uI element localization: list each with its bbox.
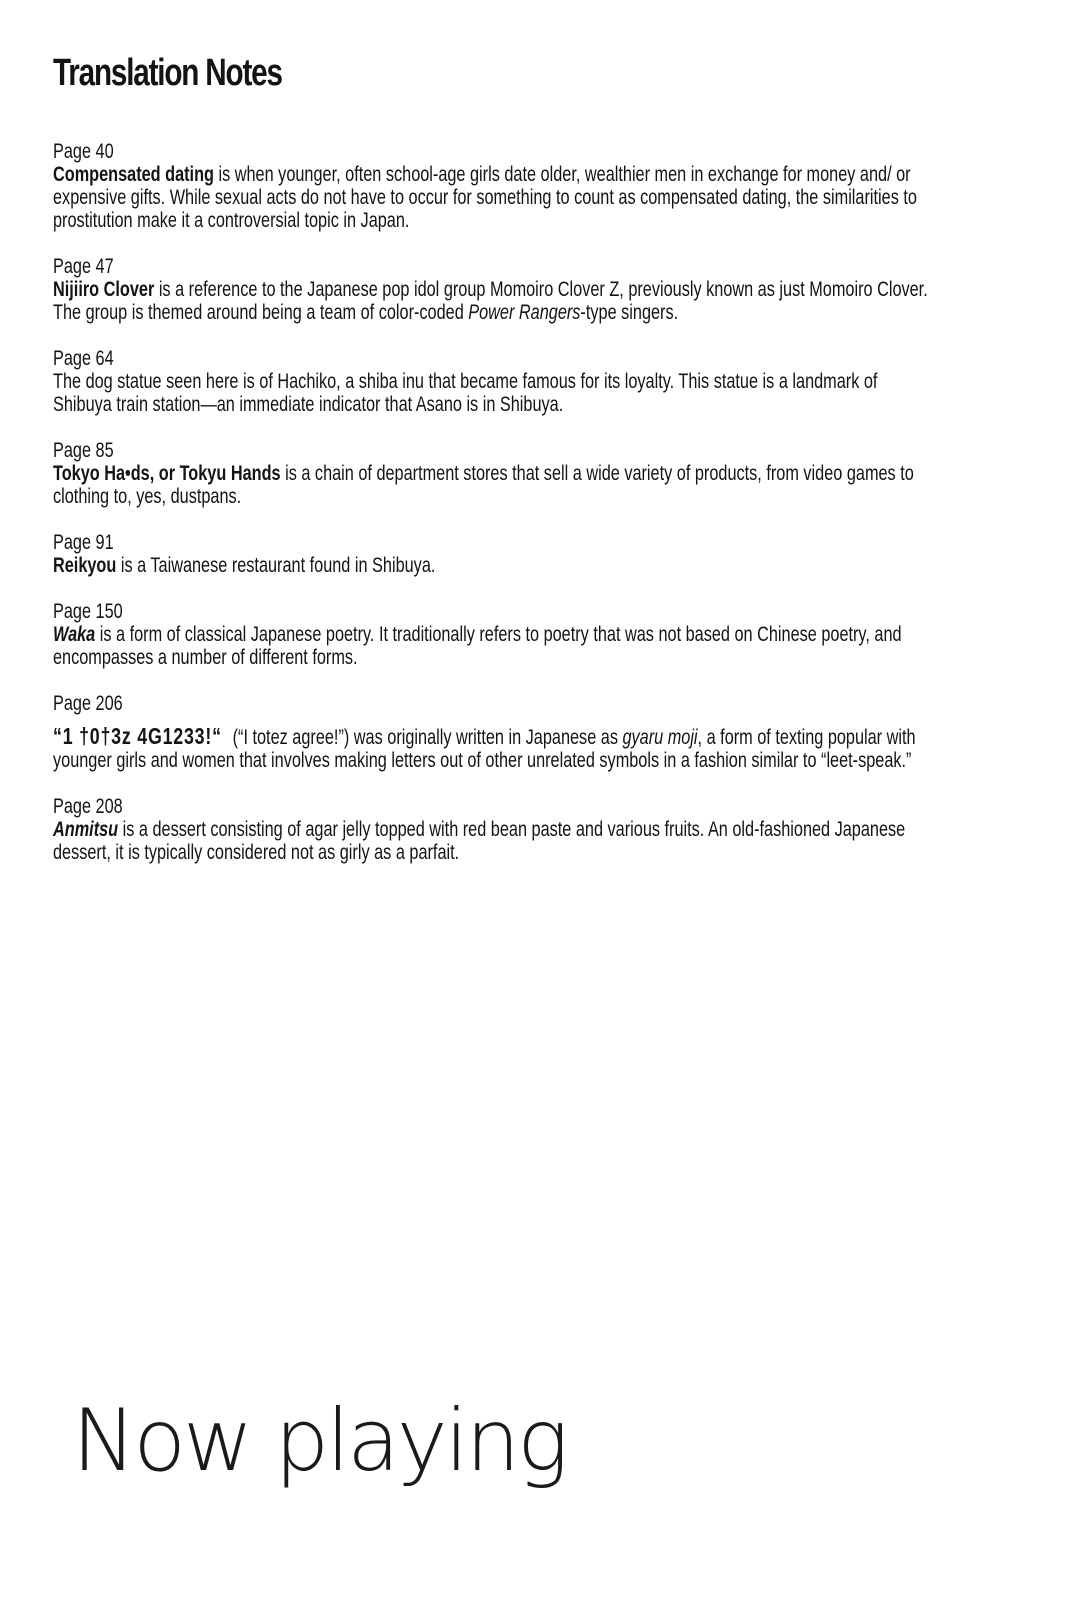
note-text: is a reference to the Japanese pop idol group Momoiro Clover Z, previously known as just Momoiro Clover. The group is themed around being a team of color-coded	[53, 278, 928, 324]
note-page-85	[53, 439, 929, 508]
note-body	[53, 370, 929, 416]
note-body	[53, 554, 929, 577]
note-page-208	[53, 795, 929, 864]
note-text: is a Taiwanese restaurant found in Shibuya.	[116, 554, 436, 577]
note-text-after: -type singers.	[580, 301, 679, 324]
note-body	[53, 725, 929, 772]
note-page-number: Page 206	[53, 692, 123, 715]
note-term: Nijiiro Clover	[53, 278, 155, 301]
note-term: Reikyou	[53, 554, 117, 577]
note-body	[53, 818, 929, 864]
note-page-40	[53, 140, 929, 232]
note-page-number: Page 208	[53, 795, 123, 818]
note-text: is a dessert consisting of agar jelly topped with red bean paste and various fruits. An old-fashioned Japanese dessert, it is typically considered not as girly as a parfait.	[53, 818, 906, 864]
note-term: Anmitsu	[53, 818, 119, 841]
note-body	[53, 462, 929, 508]
note-text: (“I totez agree!”) was originally written in Japanese as	[232, 726, 623, 749]
note-page-number: Page 150	[53, 600, 123, 623]
note-body	[53, 278, 929, 324]
note-page-91	[53, 531, 929, 577]
note-page-206	[53, 692, 929, 772]
note-page-47	[53, 255, 929, 324]
note-page-150	[53, 600, 929, 669]
note-term: Compensated dating	[53, 163, 214, 186]
note-term: Waka	[53, 623, 96, 646]
now-playing-logo	[72, 1398, 592, 1488]
logo-text: Now playing	[72, 1398, 566, 1488]
page-title: Translation Notes	[53, 52, 282, 94]
note-term: “1 †0†3z 4G1233!“	[53, 723, 222, 749]
note-italic: Power Rangers	[468, 301, 581, 324]
note-text: is when younger, often school-age girls date older, wealthier men in exchange for money and/ or expensive gifts. While sexual acts do not have to occur for something to count as compensated dating, the similarities to prostitution make it a controversial topic in Japan.	[53, 163, 917, 232]
note-body	[53, 623, 929, 669]
note-text: is a form of classical Japanese poetry. It traditionally refers to poetry that was not based on Chinese poetry, and encompasses a number of different forms.	[53, 623, 902, 669]
note-term: Tokyo Ha•ds, or Tokyu Hands	[53, 462, 281, 485]
note-text: The dog statue seen here is of Hachiko, a shiba inu that became famous for its loyalty. This statue is a landmark of Shibuya train station—an immediate indicator that Asano is in Shibuya.	[53, 370, 878, 416]
note-italic: gyaru moji	[622, 726, 698, 749]
note-page-number: Page 40	[53, 140, 114, 163]
translation-notes-list	[53, 140, 929, 887]
note-page-number: Page 85	[53, 439, 114, 462]
note-body	[53, 163, 929, 232]
note-page-number: Page 64	[53, 347, 114, 370]
note-page-number: Page 91	[53, 531, 114, 554]
note-text: is a chain of department stores that sell a wide variety of products, from video games to clothing to, yes, dustpans.	[53, 462, 914, 508]
note-page-64	[53, 347, 929, 416]
note-text-after: , a form of texting popular with younger girls and women that involves making letters out of other unrelated symbols in a fashion similar to “leet-speak.”	[53, 726, 916, 772]
note-page-number: Page 47	[53, 255, 114, 278]
